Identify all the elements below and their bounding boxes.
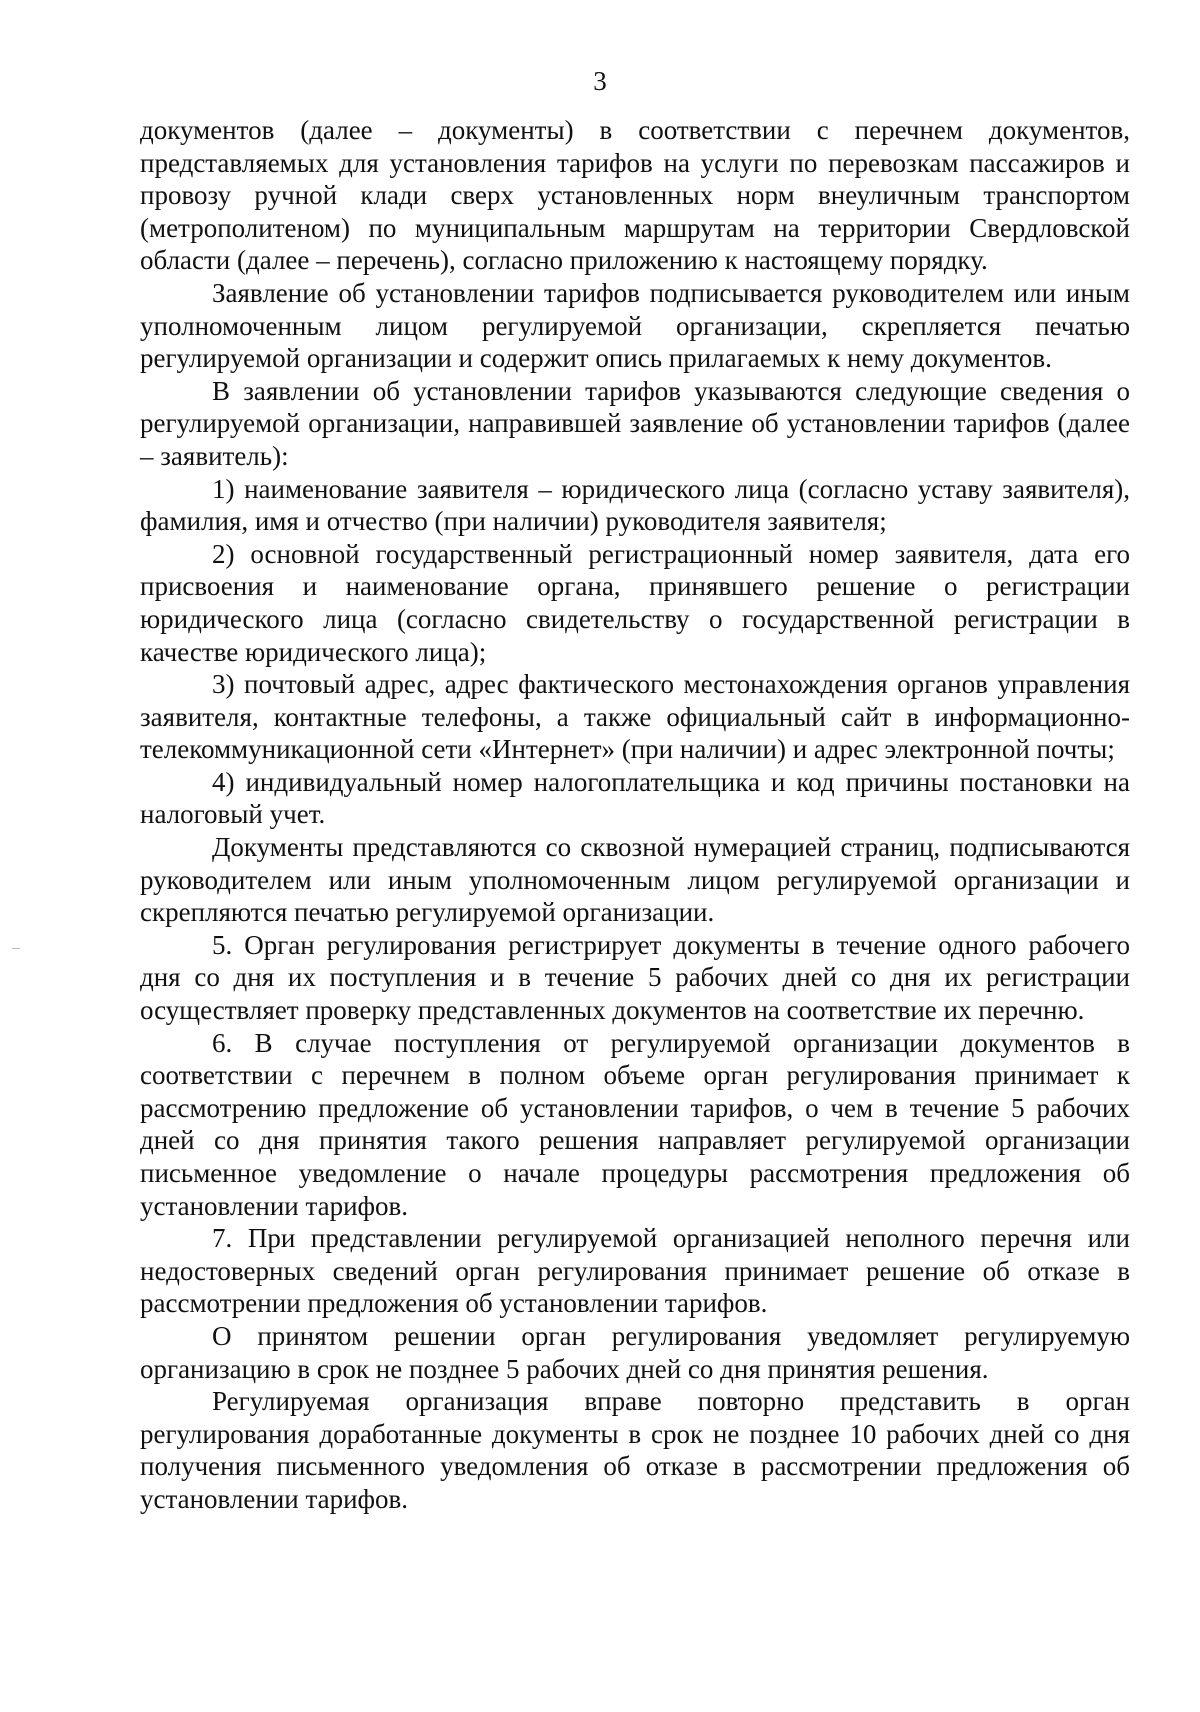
clause-7: 7. При представлении регулируемой организацией неполного перечня или недостоверных сведений орган регулирования принимает решение об отказе в рассмотрении предложения об установлении тарифов.	[140, 1223, 1130, 1319]
page-number: 3	[593, 66, 607, 96]
paragraph-continuation: документов (далее – документы) в соответствии с перечнем документов, представляемых для установления тарифов на услуги по перевозкам пассажиров и провозу ручной клади сверх установленных норм внеуличным транспортом (метрополитеном) по муниципальным маршрутам на территории Свердловской области (далее – перечень), согласно приложению к настоящему порядку.	[140, 115, 1130, 276]
list-item-3: 3) почтовый адрес, адрес фактического местонахождения органов управления заявителя, контактные телефоны, а также официальный сайт в информационно-телекоммуникационной сети «Интернет» (при наличии) и адрес электронной почты;	[140, 669, 1130, 765]
list-item-1: 1) наименование заявителя – юридического лица (согласно уставу заявителя), фамилия, имя и отчество (при наличии) руководителя заявителя;	[140, 473, 1130, 537]
paragraph-resubmission: Регулируемая организация вправе повторно представить в орган регулирования доработанные документы в срок не позднее 10 рабочих дней со дня получения письменного уведомления об отказе в рассмотрении предложения об установлении тарифов.	[140, 1386, 1130, 1514]
paragraph-applicant-info: В заявлении об установлении тарифов указываются следующие сведения о регулируемой организации, направившей заявление об установлении тарифов (далее – заявитель):	[140, 375, 1130, 471]
clause-5: 5. Орган регулирования регистрирует документы в течение одного рабочего дня со дня их поступления и в течение 5 рабочих дней со дня их регистрации осуществляет проверку представленных документов на соответствие их перечню.	[140, 929, 1130, 1026]
margin-mark	[12, 948, 20, 949]
paragraph-documents-numbering: Документы представляются со сквозной нумерацией страниц, подписываются руководителем или иным уполномоченным лицом регулируемой организации и скрепляются печатью регулируемой организации.	[140, 832, 1130, 928]
document-body	[140, 114, 1130, 1516]
list-item-4: 4) индивидуальный номер налогоплательщика и код причины постановки на налоговый учет.	[140, 766, 1130, 830]
paragraph-application-signing: Заявление об установлении тарифов подписывается руководителем или иным уполномоченным лицом регулируемой организации, скрепляется печатью регулируемой организации и содержит опись прилагаемых к нему документов.	[140, 277, 1130, 374]
list-item-2: 2) основной государственный регистрационный номер заявителя, дата его присвоения и наименование органа, принявшего решение о регистрации юридического лица (согласно свидетельству о государственной регистрации в качестве юридического лица);	[140, 538, 1130, 667]
paragraph-decision-notice: О принятом решении орган регулирования уведомляет регулируемую организацию в срок не позднее 5 рабочих дней со дня принятия решения.	[140, 1320, 1130, 1384]
clause-6: 6. В случае поступления от регулируемой организации документов в соответствии с перечнем в полном объеме орган регулирования принимает к рассмотрению предложение об установлении тарифов, о чем в течение 5 рабочих дней со дня принятия такого решения направляет регулируемой организации письменное уведомление о начале процедуры рассмотрения предложения об установлении тарифов.	[140, 1027, 1130, 1221]
